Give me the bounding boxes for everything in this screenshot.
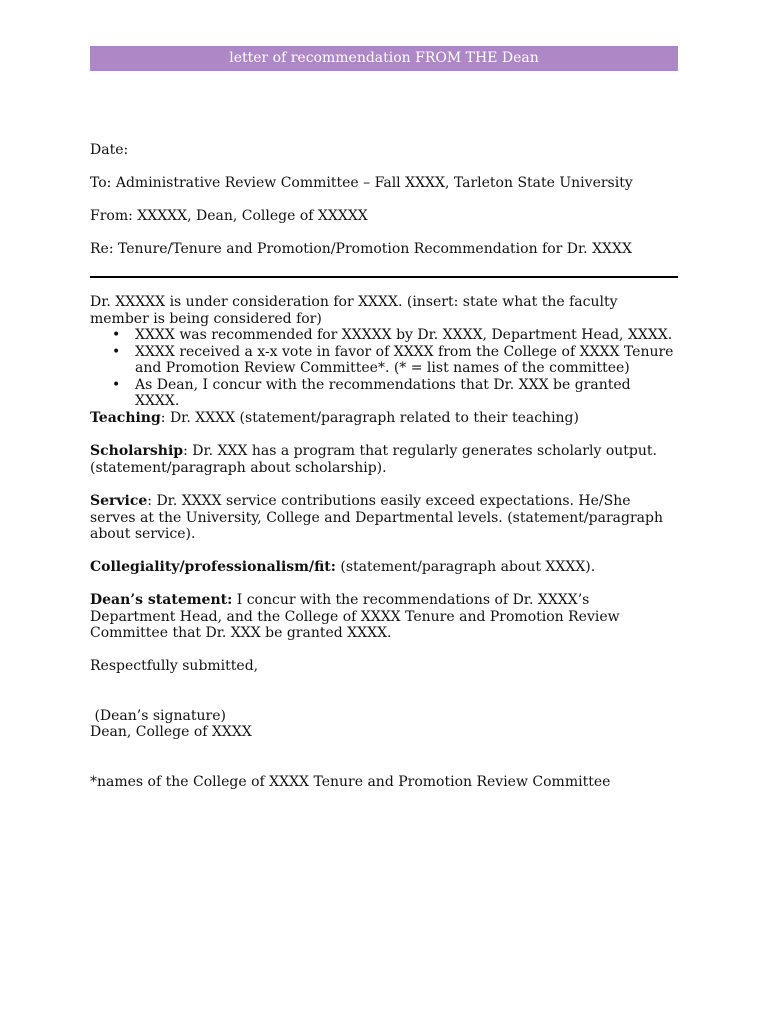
signature-title: Dean, College of XXXX	[90, 724, 252, 740]
teaching-paragraph	[90, 410, 678, 427]
teaching-label: Teaching	[90, 410, 161, 426]
deans-statement-paragraph	[90, 592, 678, 642]
intro-paragraph: Dr. XXXXX is under consideration for XXXX. (insert: state what the faculty member is being considered for)	[90, 294, 618, 327]
teaching-text: : Dr. XXXX (statement/paragraph related to their teaching)	[160, 410, 579, 426]
signature-line: (Dean’s signature)	[90, 708, 226, 724]
bullet-icon: •	[112, 327, 121, 343]
footnote: *names of the College of XXXX Tenure and Promotion Review Committee	[90, 774, 611, 790]
service-label: Service	[90, 493, 148, 509]
bullet-icon: •	[112, 376, 121, 393]
closing-line: Respectfully submitted,	[90, 658, 259, 674]
date-line: Date:	[90, 142, 129, 158]
service-paragraph	[90, 493, 678, 543]
deans-statement-text: I concur with the recommendations of Dr. XXXX’s Department Head, and the College of XXXX Tenure and Promotion Review Committee that Dr. XXX be granted XXXX.	[90, 592, 620, 641]
letter-title-banner: letter of recommendation FROM THE Dean	[90, 46, 678, 71]
scholarship-label: Scholarship	[90, 443, 184, 459]
collegiality-label: Collegiality/professionalism/fit:	[90, 559, 336, 575]
list-item	[90, 327, 678, 344]
bullet-icon: •	[112, 343, 121, 360]
collegiality-text: (statement/paragraph about XXXX).	[335, 559, 596, 575]
list-item-text: XXXX received a x-x vote in favor of XXXX from the College of XXXX Tenure and Promotion Review Committee*. (* = list names of the committee)	[135, 343, 674, 376]
deans-statement-label: Dean’s statement:	[90, 592, 233, 608]
collegiality-paragraph	[90, 559, 678, 576]
scholarship-paragraph	[90, 443, 678, 476]
header-divider	[90, 276, 678, 278]
re-line: Re: Tenure/Tenure and Promotion/Promotion Recommendation for Dr. XXXX	[90, 241, 632, 257]
service-text: : Dr. XXXX service contributions easily exceed expectations. He/She serves at the University, College and Departmental levels. (statement/paragraph about service).	[90, 493, 663, 542]
scholarship-text: : Dr. XXX has a program that regularly generates scholarly output. (statement/paragraph about scholarship).	[90, 443, 657, 476]
list-item	[90, 344, 678, 377]
list-item-text: As Dean, I concur with the recommendations that Dr. XXX be granted XXXX.	[135, 376, 631, 409]
to-line: To: Administrative Review Committee – Fall XXXX, Tarleton State University	[90, 175, 633, 191]
recommendation-list	[90, 327, 678, 410]
list-item	[90, 377, 678, 410]
list-item-text: XXXX was recommended for XXXXX by Dr. XXXX, Department Head, XXXX.	[135, 327, 673, 343]
from-line: From: XXXXX, Dean, College of XXXXX	[90, 208, 368, 224]
